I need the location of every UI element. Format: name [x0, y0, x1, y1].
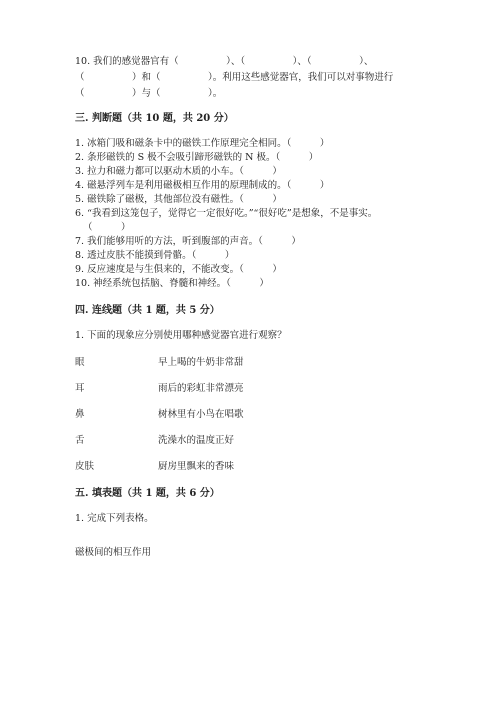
judge-item-7: 7. 我们能够用听的方法，听到腹部的声音。（ ） — [75, 236, 301, 247]
sense-organ-skin: 皮肤 — [75, 461, 95, 472]
phenomenon-1: 早上喝的牛奶非常甜 — [158, 357, 244, 368]
phenomenon-3: 树林里有小鸟在唱歌 — [158, 409, 244, 420]
judge-item-5: 5. 磁铁除了磁极，其他部位没有磁性。（ ） — [75, 194, 282, 205]
sense-organ-ear: 耳 — [75, 383, 85, 394]
judge-item-6: 6. “我看到这笼包子，觉得它一定很好吃。”“很好吃”是想象，不是事实。 — [75, 208, 378, 219]
q10-line-1: 10. 我们的感觉器官有（ ）、（ ）、（ ）、 — [75, 56, 374, 67]
judge-item-6-continuation: （ ） — [83, 222, 131, 233]
judge-item-3: 3. 拉力和磁力都可以驱动木质的小车。（ ） — [75, 166, 282, 177]
sense-organ-eye: 眼 — [75, 357, 85, 368]
phenomenon-5: 厨房里飘来的香味 — [158, 461, 235, 472]
table-caption: 磁极间的相互作用 — [75, 547, 152, 558]
section-5-title: 五. 填表题（共 1 题，共 6 分） — [75, 488, 220, 499]
sense-organ-nose: 鼻 — [75, 409, 85, 420]
judge-item-1: 1. 冰箱门吸和磁条卡中的磁铁工作原理完全相同。（ ） — [75, 138, 330, 149]
judge-item-2: 2. 条形磁铁的 S 极不会吸引蹄形磁铁的 N 极。（ ） — [75, 152, 319, 163]
judge-item-8: 8. 透过皮肤不能摸到骨骼。（ ） — [75, 250, 235, 261]
judge-item-9: 9. 反应速度是与生俱来的，不能改变。（ ） — [75, 264, 282, 275]
sense-organ-tongue: 舌 — [75, 435, 85, 446]
judge-item-4: 4. 磁悬浮列车是利用磁极相互作用的原理制成的。（ ） — [75, 180, 330, 191]
q10-line-2: （ ）和（ ）。利用这些感觉器官，我们可以对事物进行 — [75, 72, 394, 83]
matching-question: 1. 下面的现象应分别使用哪种感觉器官进行观察？ — [75, 330, 287, 341]
fill-table-question: 1. 完成下列表格。 — [75, 513, 154, 524]
section-4-title: 四. 连线题（共 1 题，共 5 分） — [75, 305, 220, 316]
phenomenon-2: 雨后的彩虹非常漂亮 — [158, 383, 244, 394]
q10-line-3: （ ）与（ ）。 — [75, 88, 223, 99]
phenomenon-4: 洗澡水的温度正好 — [158, 435, 235, 446]
judge-item-10: 10. 神经系统包括脑、脊髓和神经。（ ） — [75, 278, 269, 289]
section-3-title: 三. 判断题（共 10 题，共 20 分） — [75, 113, 234, 124]
